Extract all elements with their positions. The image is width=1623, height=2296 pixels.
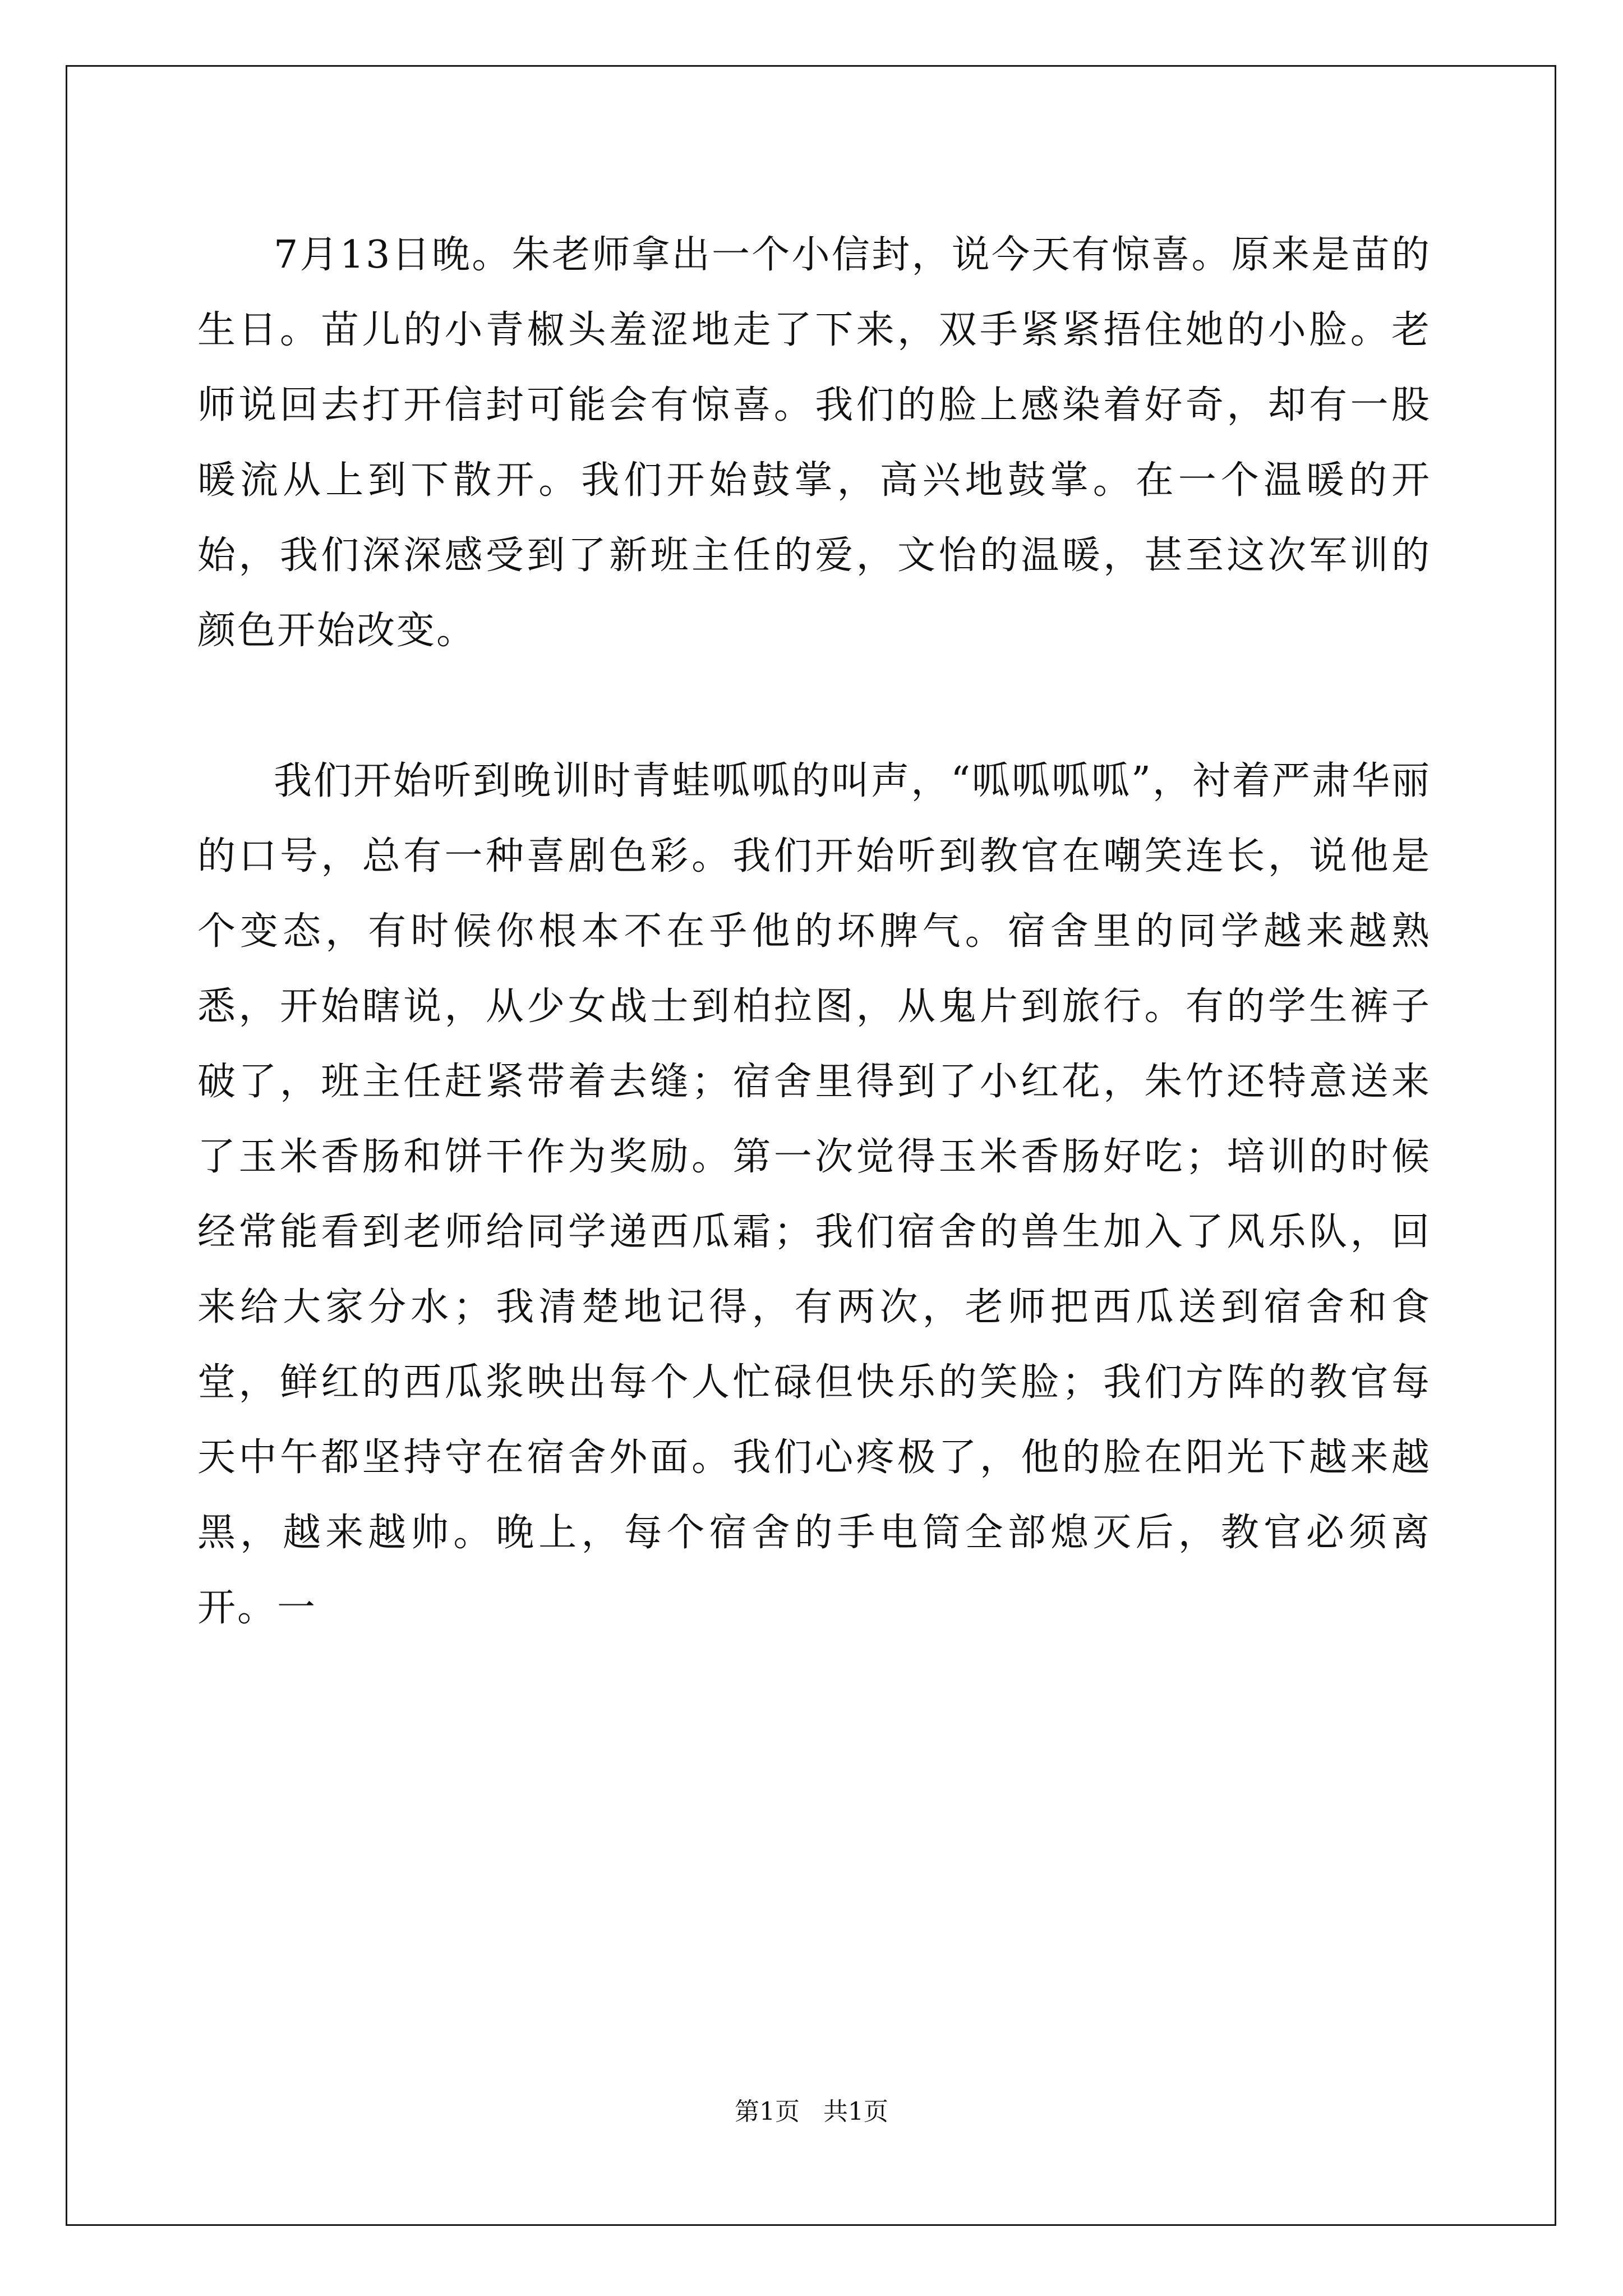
paragraph-2: 我们开始听到晚训时青蛙呱呱的叫声，“呱呱呱呱”，衬着严肃华丽的口号，总有一种喜剧色彩。我们开始听到教官在嘲笑连长，说他是个变态，有时候你根本不在乎他的坏脾气。宿舍里的同学越来越熟悉，开始瞎说，从少女战士到柏拉图，从鬼片到旅行。有的学生裤子破了，班主任赶紧带着去缝；宿舍里得到了小红花，朱竹还特意送来了玉米香肠和饼干作为奖励。第一次觉得玉米香肠好吃；培训的时候经常能看到老师给同学递西瓜霜；我们宿舍的兽生加入了风乐队，回来给大家分水；我清楚地记得，有两次，老师把西瓜送到宿舍和食堂，鲜红的西瓜浆映出每个人忙碌但快乐的笑脸；我们方阵的教官每天中午都坚持守在宿舍外面。我们心疼极了，他的脸在阳光下越来越黑，越来越帅。晚上，每个宿舍的手电筒全部熄灭后，教官必须离开。一 — [197, 759, 1431, 1630]
document-body — [197, 218, 1431, 1646]
page-footer: 第1页 共1页 — [735, 2097, 888, 2126]
paragraph-1: 7月13日晚。朱老师拿出一个小信封，说今天有惊喜。原来是苗的生日。苗儿的小青椒头羞涩地走了下来，双手紧紧捂住她的小脸。老师说回去打开信封可能会有惊喜。我们的脸上感染着好奇，却有一股暖流从上到下散开。我们开始鼓掌，高兴地鼓掌。在一个温暖的开始，我们深深感受到了新班主任的爱，文怡的温暖，甚至这次军训的颜色开始改变。 — [197, 233, 1431, 653]
